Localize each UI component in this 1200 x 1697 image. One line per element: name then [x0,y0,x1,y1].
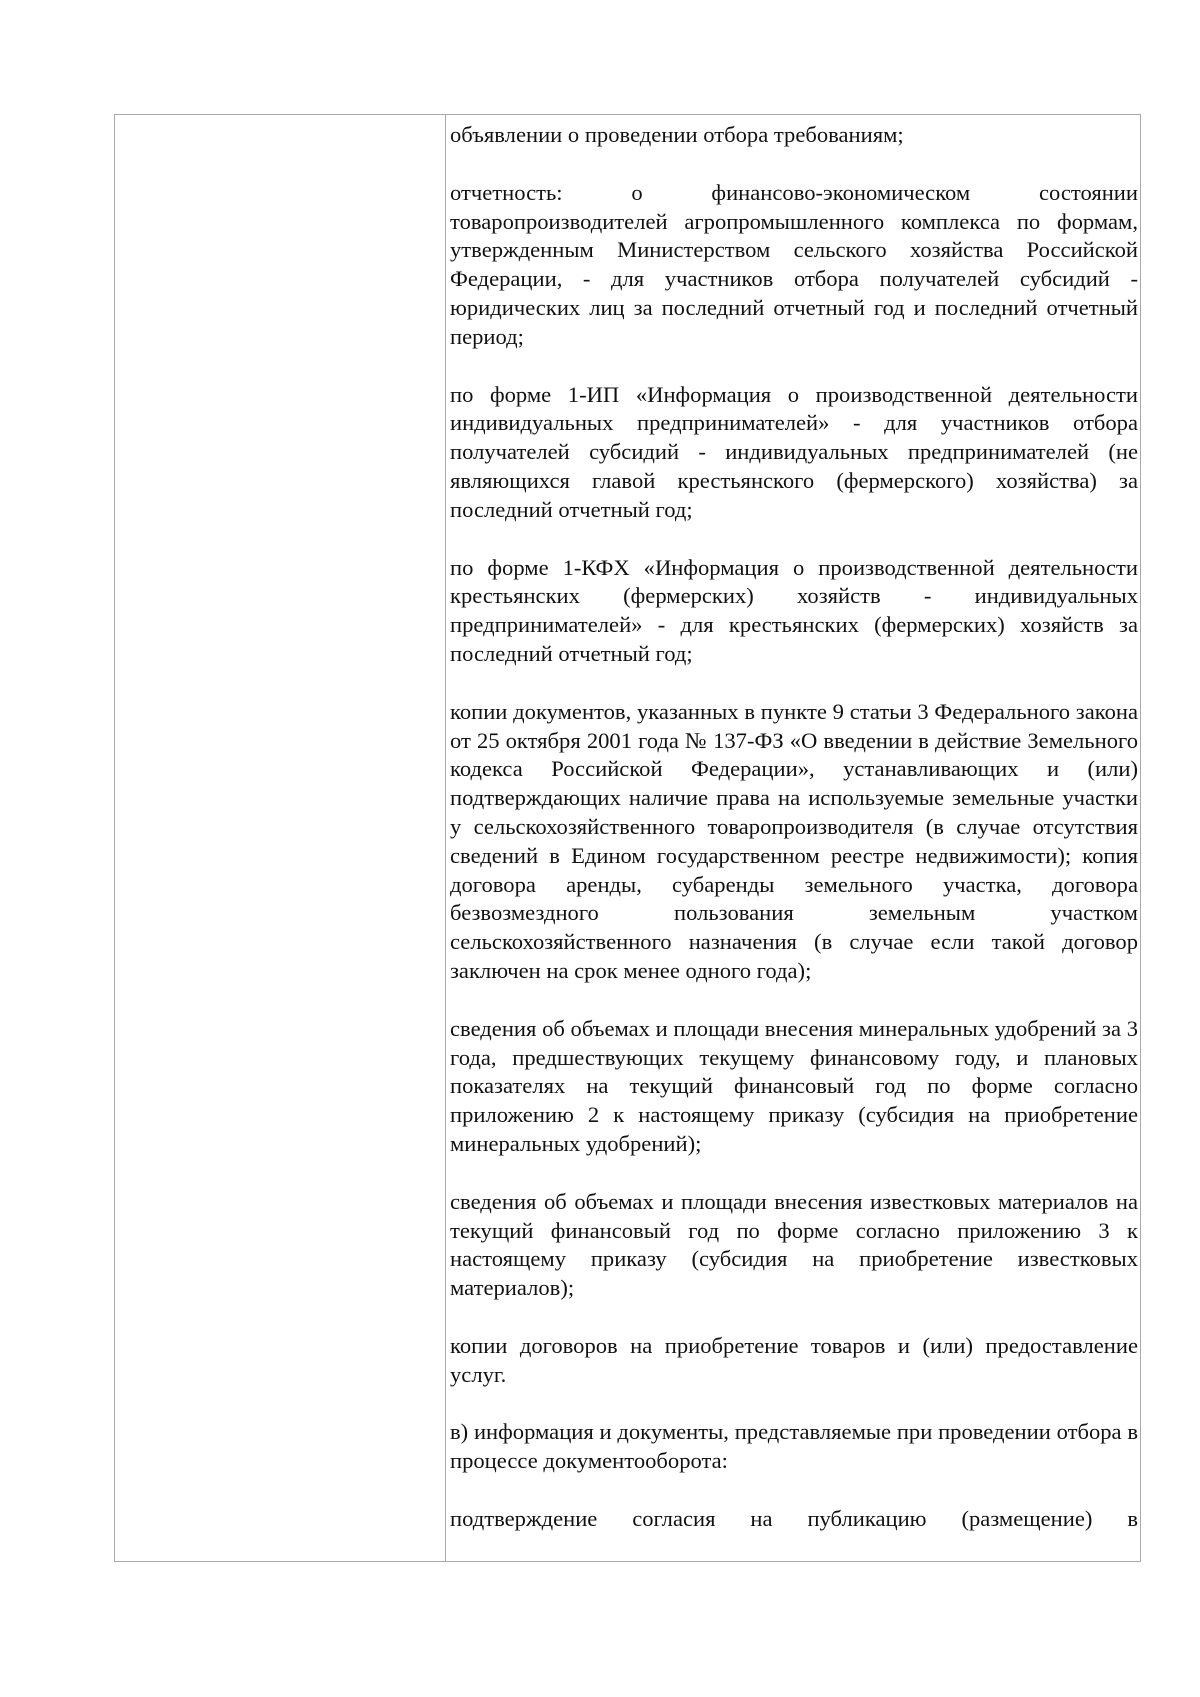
paragraph-financial-reporting: отчетность: о финансово-экономическом состоянии товаропроизводителей агропромышленного комплекса по формам, утвержденным Министерством сельского хозяйства Российской Федерации, - для участников отбора получателей субсидий - юридических лиц за последний отчетный год и последний отчетный период; [450,179,1138,349]
paragraph-publication-consent: подтверждение согласия на публикацию (размещение) в [450,1506,1138,1532]
paragraph-section-v: в) информация и документы, представляемые при проведении отбора в процессе документооборота: [450,1419,1138,1474]
table-right-column [446,115,1140,1561]
paragraph-requirements: объявлении о проведении отбора требованиям; [450,122,904,147]
paragraph-mineral-fertilizers: сведения об объемах и площади внесения минеральных удобрений за 3 года, предшествующих текущему финансовому году, и плановых показателях на текущий финансовый год по форме согласно приложению 2 к настоящему приказу (субсидия на приобретение минеральных удобрений); [450,1015,1138,1156]
table-left-column [115,115,446,1561]
paragraph-form-1-ip: по форме 1-ИП «Информация о производственной деятельности индивидуальных предпринимателей» - для участников отбора получателей субсидий - индивидуальных предпринимателей (не являющихся главой крестьянского (фермерского) хозяйства) за последний отчетный год; [450,381,1138,522]
paragraph-lime-materials: сведения об объемах и площади внесения известковых материалов на текущий финансовый год по форме согласно приложению 3 к настоящему приказу (субсидия на приобретение известковых материалов); [450,1188,1138,1301]
paragraph-form-1-kfh: по форме 1-КФХ «Информация о производственной деятельности крестьянских (фермерских) хозяйств - индивидуальных предпринимателей» - для крестьянских (фермерских) хозяйств за последний отчетный год; [450,554,1138,666]
document-table [114,114,1141,1562]
paragraph-land-documents: копии документов, указанных в пункте 9 статьи 3 Федерального закона от 25 октября 2001 года № 137-ФЗ «О введении в действие Земельного кодекса Российской Федерации», устанавливающих и (или) подтверждающих наличие права на используемые земельные участки у сельскохозяйственного товаропроизводителя (в случае отсутствия сведений в Едином государственном реестре недвижимости); копия договора аренды, субаренды земельного участка, договора безвозмездного пользования земельным участком сельскохозяйственного назначения (в случае если такой договор заключен на срок менее одного года); [450,698,1138,983]
paragraph-contract-copies: копии договоров на приобретение товаров и (или) предоставление услуг. [450,1332,1138,1387]
